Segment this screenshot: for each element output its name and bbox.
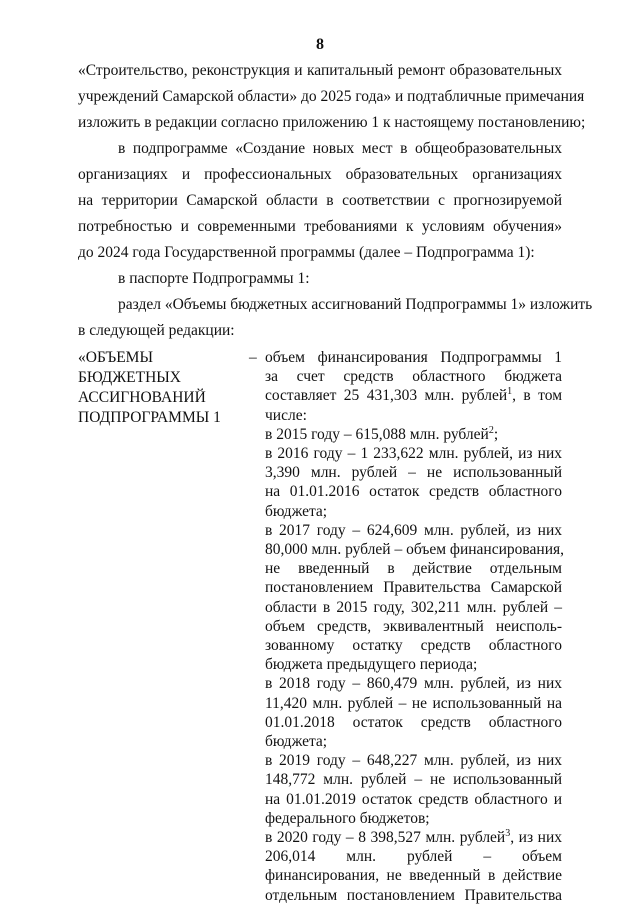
financing-line: бюджета; — [265, 502, 328, 520]
subprogram-line: в подпрограмме «Создание новых мест в общеобразовательных — [118, 140, 562, 157]
financing-line: в 2015 году – 615,088 млн. рублей$^2$; — [265, 424, 499, 443]
financing-line: постановлением Правительства Самарской — [265, 579, 562, 597]
footnote-marker: 2 — [488, 424, 494, 436]
financing-line: в 2017 году – 624,609 млн. рублей, из них — [265, 521, 562, 539]
financing-line: за счет средств областного бюджета — [265, 368, 562, 386]
financing-line: на 01.01.2019 остаток средств областного и — [265, 790, 562, 808]
page-number: 8 — [316, 36, 324, 53]
financing-line: составляет 25 431,303 млн. рублей$^1$, в том — [265, 386, 563, 405]
financing-line: в 2020 году – 8 398,527 млн. рублей$^3$, из них — [265, 828, 562, 846]
section-line: в следующей редакции: — [78, 322, 235, 339]
footnote-marker: 1 — [507, 386, 513, 398]
financing-line: не введенный в действие отдельным — [265, 560, 562, 578]
footnote-marker: 3 — [505, 828, 511, 839]
financing-line: на 01.01.2016 остаток средств областного — [265, 483, 562, 501]
heading-line: ПОДПРОГРАММЫ 1 — [78, 409, 221, 426]
section-line: раздел «Объемы бюджетных ассигнований Подпрограммы 1» изложить — [118, 296, 593, 313]
financing-line: в 2016 году – 1 233,622 млн. рублей, из них — [265, 445, 562, 462]
subprogram-line: организациях и профессиональных образовательных организациях — [78, 166, 562, 183]
subprogram-line: до 2024 года Государственной программы (далее – Подпрограмма 1): — [78, 244, 535, 261]
financing-line: в 2018 году – 860,479 млн. рублей, из них — [265, 675, 562, 693]
heading-line: «ОБЪЕМЫ — [78, 349, 153, 366]
heading-line: АССИГНОВАНИЙ — [78, 389, 206, 406]
financing-line: 148,772 млн. рублей – не использованный — [265, 771, 562, 789]
financing-line: объем средств, эквивалентный неисполь- — [265, 617, 562, 635]
subprogram-line: потребностью и современными требованиями к условиям обучения» — [78, 218, 562, 235]
financing-line: федерального бюджетов; — [265, 809, 430, 827]
financing-line: бюджета; — [265, 733, 328, 750]
dash-separator: – — [249, 349, 257, 366]
financing-line: 3,390 млн. рублей – не использованный — [265, 464, 562, 482]
financing-line: бюджета предыдущего периода; — [265, 656, 478, 674]
heading-line: БЮДЖЕТНЫХ — [78, 369, 181, 386]
financing-line: области в 2015 году, 302,211 млн. рублей – — [265, 598, 562, 616]
financing-line: 206,014 млн. рублей – объем — [265, 848, 562, 866]
subprogram-line: на территории Самарской области в соответствии с прогнозируемой — [78, 192, 562, 209]
intro-line: учреждений Самарской области» до 2025 года» и подтабличные примечания — [78, 88, 585, 105]
financing-line: финансирования, не введенный в действие — [265, 867, 562, 885]
financing-line: объем финансирования Подпрограммы 1 — [265, 349, 562, 366]
passport-line: в паспорте Подпрограммы 1: — [118, 270, 310, 287]
financing-line: в 2019 году – 648,227 млн. рублей, из них — [265, 752, 562, 770]
financing-line: числе: — [265, 406, 307, 424]
financing-line: 01.01.2018 остаток средств областного — [265, 713, 562, 731]
intro-line: «Строительство, реконструкция и капитальный ремонт образовательных — [78, 62, 562, 79]
financing-line: отдельным постановлением Правительства — [265, 886, 562, 904]
financing-line: зованному остатку средств областного — [265, 637, 562, 654]
financing-line: 80,000 млн. рублей – объем финансирования, — [265, 541, 564, 558]
intro-line: изложить в редакции согласно приложению 1 к настоящему постановлению; — [78, 114, 586, 131]
financing-line: 11,420 млн. рублей – не использованный на — [265, 694, 562, 712]
